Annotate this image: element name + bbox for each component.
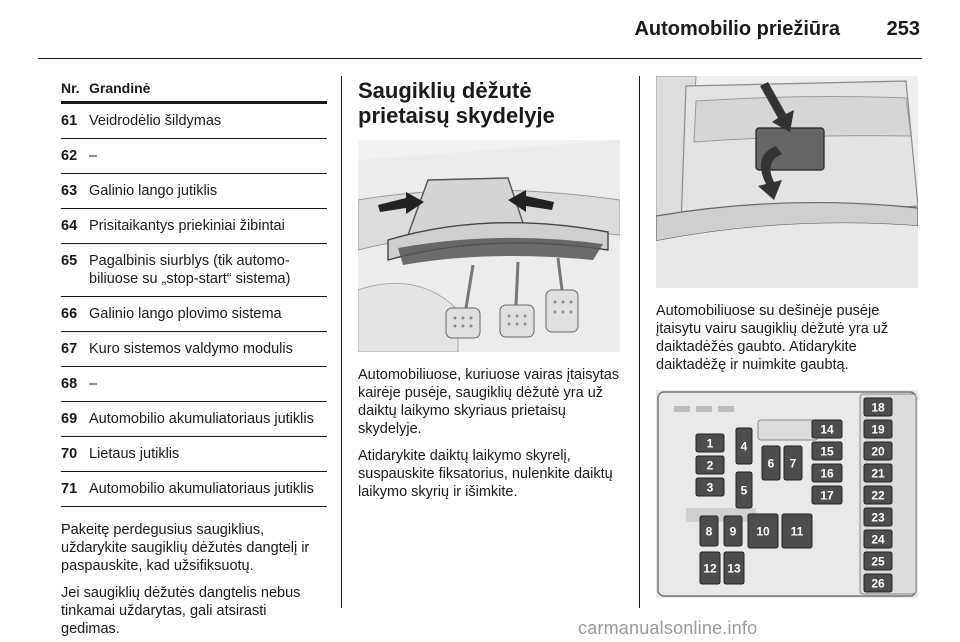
fuse-number: 62 [61,148,78,164]
fuse-slot [864,464,892,482]
column-divider-2 [639,76,640,608]
fuse-label: 19 [871,422,885,437]
fuse-slot [696,434,724,452]
row-rule [61,506,327,507]
fuse-label: 2 [706,458,714,473]
row-rule [61,401,327,402]
glovebox-pedals-drawing [358,140,620,352]
fuse-number: 65 [61,253,78,269]
fuse-slot [864,486,892,504]
row-rule [61,208,327,209]
header-rule [38,58,922,59]
column-divider-1 [341,76,342,608]
circuit-name: Lietaus jutiklis [89,446,180,462]
fuse-label: 10 [756,524,770,539]
fuse-label: 12 [703,561,717,576]
circuit-name: Pagalbinis siurblys (tik automo-biliuose su „stop-start“ sistema) [89,253,291,287]
table-row [61,480,327,498]
fuse-slot [812,486,842,504]
fuse-number: 61 [61,113,78,129]
fuse-label: 9 [729,524,737,539]
fuse-label: 8 [705,524,713,539]
table-header [61,80,327,99]
table-body [61,112,327,507]
table-header-rule [61,101,327,104]
row-rule [61,296,327,297]
fuse-slot [864,442,892,460]
fuse-label: 7 [789,456,797,471]
table-row [61,305,327,323]
fuse-slot [696,456,724,474]
fuse-label: 22 [871,488,885,503]
row-rule [61,173,327,174]
header-title: Automobilio priežiūra [634,18,840,40]
fuse-label: 13 [727,561,741,576]
fuse-slot [812,464,842,482]
right-column [656,76,922,598]
paragraph: Atidarykite daiktų laikymo skyrelį, suspauskite fiksatorius, nulenkite daiktų laikymo skyrių ir išimkite. [358,448,613,500]
header-number: Nr. [61,80,80,96]
fuse-label: 4 [740,439,748,454]
row-rule [61,138,327,139]
page-number: 253 [886,18,920,40]
row-rule [61,436,327,437]
fuse-number: 70 [61,446,78,462]
circuit-name: Galinio lango plovimo sistema [89,306,282,322]
table-row [61,147,327,165]
fuse-slot [812,420,842,438]
fuse-number: 68 [61,376,78,392]
table-row [61,375,327,393]
fuse-number: 63 [61,183,78,199]
fuse-slot [812,442,842,460]
circuit-name: – [89,376,98,392]
fuse-label: 18 [871,400,885,415]
circuit-name: Kuro sistemos valdymo modulis [89,341,293,357]
fuse-slot [748,514,778,548]
row-rule [61,243,327,244]
fuse-slot [864,398,892,416]
table-row [61,410,327,428]
fuse-slot [864,552,892,570]
fuse-slot [696,478,724,496]
row-rule [61,471,327,472]
glovebox-cover-drawing [656,76,918,288]
paragraph: Automobiliuose, kuriuose vairas įtaisytas kairėje pusėje, saugiklių dėžutė yra už daiktų laikymo skyriaus prietaisų skydelyje. [358,367,620,437]
watermark: carmanualsonline.info [578,618,758,638]
table-row [61,340,327,358]
fuse-slot [724,516,742,546]
section-title: Saugiklių dėžutė prietaisų skydelyje [358,78,555,128]
table-row [61,217,327,235]
fuse-label: 25 [871,554,885,569]
glovebox-cover-illustration [656,76,918,288]
table-row [61,252,327,288]
fuse-number: 69 [61,411,78,427]
fuse-label: 1 [706,436,714,451]
paragraph: Automobiliuose su dešinėje pusėje įtaisytu vairu saugiklių dėžutė yra už daiktadėžės gaubto. Atidarykite daiktadėžę ir nuimkite gaubtą. [656,303,889,373]
fuse-number: 67 [61,341,78,357]
fuse-slot [700,552,720,584]
fuse-label: 26 [871,576,885,591]
fuse-label: 21 [871,466,885,481]
fuse-slot [784,446,802,480]
fuse-label: 5 [740,483,748,498]
fuse-slot [864,530,892,548]
section-column [358,78,628,501]
dashboard-illustration [358,140,620,352]
fuse-label: 24 [871,532,885,547]
fuse-slot [864,574,892,592]
circuit-name: Prisitaikantys priekiniai žibintai [89,218,285,234]
circuit-name: Veidrodėlio šildymas [89,113,222,129]
row-rule [61,331,327,332]
table-row [61,182,327,200]
fuse-slot [736,472,752,508]
fuse-label: 20 [871,444,885,459]
table-row [61,445,327,463]
fuse-label: 14 [820,422,834,437]
fuse-slot [864,508,892,526]
fuse-label: 11 [790,524,804,539]
fuse-label: 23 [871,510,885,525]
fuse-label: 17 [820,488,834,503]
fuse-slot [700,516,718,546]
header-circuit: Grandinė [89,80,151,96]
fuse-label: 15 [820,444,834,459]
paragraph: Pakeitę perdegusius saugiklius, uždarykite saugiklių dėžutės dangtelį ir paspauskite, kad užsifiksuotų. [61,522,310,574]
paragraph: Jei saugiklių dėžutės dangtelis nebus tinkamai uždarytas, gali atsirasti gedimas. [61,585,301,637]
table-row [61,112,327,130]
fuse-slot [782,514,812,548]
circuit-name: Galinio lango jutiklis [89,183,218,199]
fuse-box-diagram [656,390,918,598]
fuse-label: 3 [706,480,714,495]
row-rule [61,366,327,367]
fuse-number: 64 [61,218,78,234]
fuse-slot [736,428,752,464]
circuit-name: – [89,148,98,164]
fuse-box-drawing [656,390,918,598]
circuit-name: Automobilio akumuliatoriaus jutiklis [89,411,314,427]
fuse-table-column [61,80,327,638]
fuse-label: 16 [820,466,834,481]
fuse-number: 66 [61,306,78,322]
fuse-slot [762,446,780,480]
fuse-label: 6 [767,456,775,471]
fuse-slot [864,420,892,438]
fuse-slot [724,552,744,584]
fuse-number: 71 [61,481,78,497]
circuit-name: Automobilio akumuliatoriaus jutiklis [89,481,314,497]
